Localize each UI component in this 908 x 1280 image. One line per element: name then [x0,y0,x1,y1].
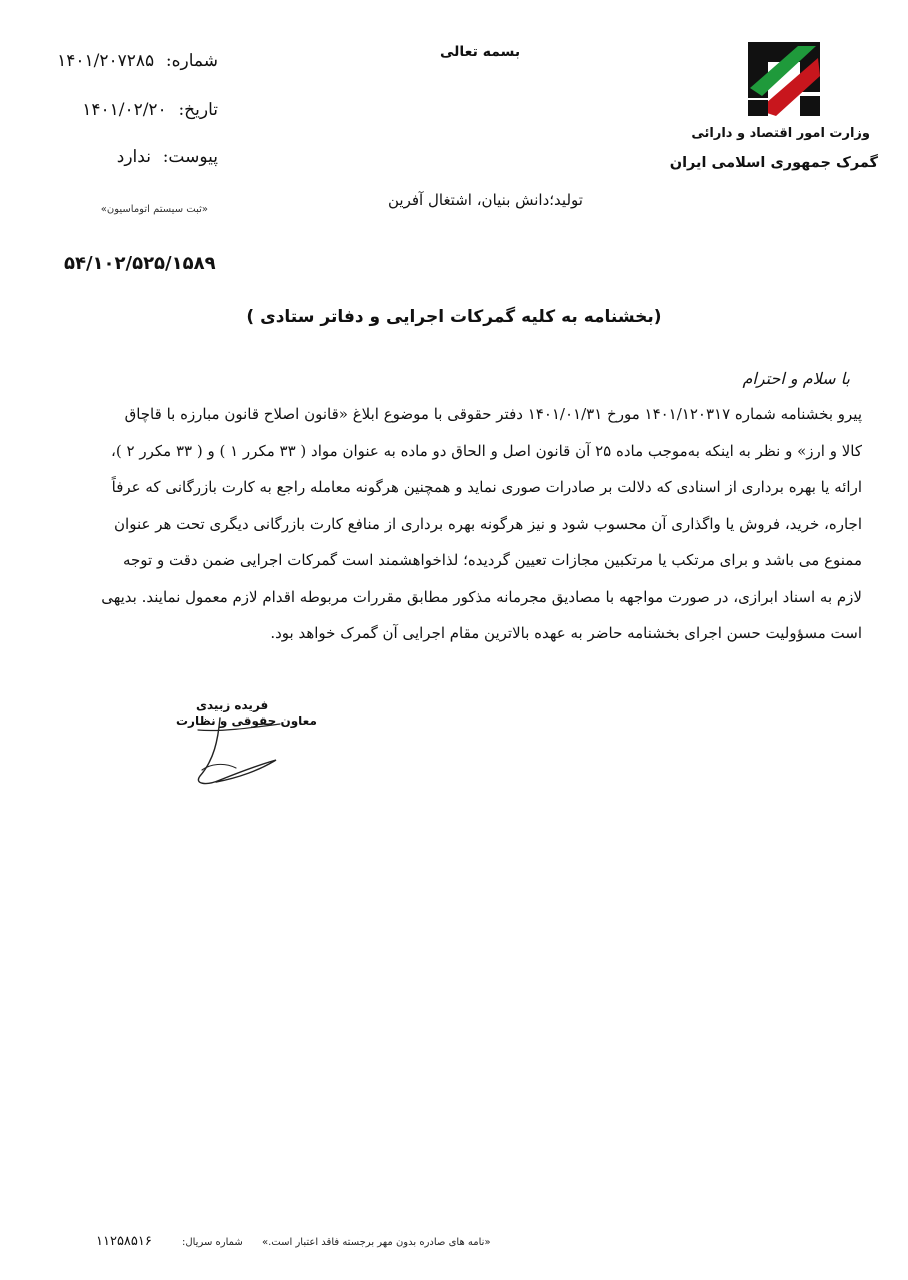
letter-number-label: شماره: [165,51,218,71]
serial-label: شماره سریال: [182,1237,243,1248]
signer-title: معاون حقوقی و نظارت [176,714,317,728]
body-line: ارائه یا بهره برداری از اسنادی که دلالت بر صادرات صوری نماید و همچنین هرگونه معامله راجع به کارت بازرگانی که عرفاً [111,478,862,496]
letter-number-row [57,50,218,71]
letter-body [62,396,862,652]
body-line: ممنوع می باشد و برای مرتکب یا مرتکبین مجازات تعیین گردیده؛ لذاخواهشمند است گمرکات اجرایی ضمن دقت و توجه [122,551,862,569]
basmala: بسمه تعالی [440,44,521,60]
letter-number-value: ۱۴۰۱/۲۰۷۲۸۵ [57,51,155,71]
customs-emblem-icon [736,36,832,122]
greeting: با سلام و احترام [742,369,850,388]
body-line: پیرو بخشنامه شماره ۱۴۰۱/۱۲۰۳۱۷ مورخ ۱۴۰۱/۰۱/۳۱ دفتر حقوقی با موضوع ابلاغ «قانون اصلاح قانون مبارزه با قاچاق [124,405,862,423]
body-line: اجاره، خرید، فروش یا واگذاری آن محسوب شود و نیز هرگونه بهره برداری از منافع کارت بازرگانی دیگری تحت هر عنوان [114,514,862,533]
automation-note: «ثبت سیستم اتوماسیون» [100,204,208,215]
handwritten-signature-icon [180,710,290,790]
letter-subject: (بخشنامه به کلیه گمرکات اجرایی و دفاتر ستادی ) [246,307,662,327]
reference-code: ۵۴/۱۰۲/۵۲۵/۱۵۸۹ [64,253,216,274]
serial-number: ۱۱۲۵۸۵۱۶ [96,1234,152,1249]
attachment-row [117,146,218,167]
body-line: کالا و ارز» و نظر به اینکه به‌موجب ماده ۲۵ آن قانون اصل و الحاق دو ماده به عنوان مواد ( ۳۳ مکرر ۱ ) و ( ۳۳ مکرر ۲ )، [111,441,862,460]
ministry-name: وزارت امور اقتصاد و دارائی [691,126,870,141]
slogan: تولید؛دانش بنیان، اشتغال آفرین [388,191,583,209]
body-line: است مسؤولیت حسن اجرای بخشنامه حاضر به عهده بالاترین مقام اجرایی آن گمرک خواهد بود. [270,624,862,642]
letter-date-row [82,99,218,120]
letter-date-label: تاریخ: [178,100,218,120]
letter-date-value: ۱۴۰۱/۰۲/۲۰ [82,100,167,120]
attachment-value: ندارد [116,147,151,167]
body-line: لازم به اسناد ابرازی، در صورت مواجهه با مصادیق مجرمانه مذکور مطابق مقررات مربوطه اقدام لازم معمول نمایند. بدیهی [101,587,862,606]
attachment-label: پیوست: [162,147,218,167]
customs-name: گمرک جمهوری اسلامی ایران [669,155,878,171]
signer-name: فریده زبیدی [196,698,269,712]
footer-validity-note: «نامه های صادره بدون مهر برجسته فاقد اعتبار است.» [262,1237,491,1248]
